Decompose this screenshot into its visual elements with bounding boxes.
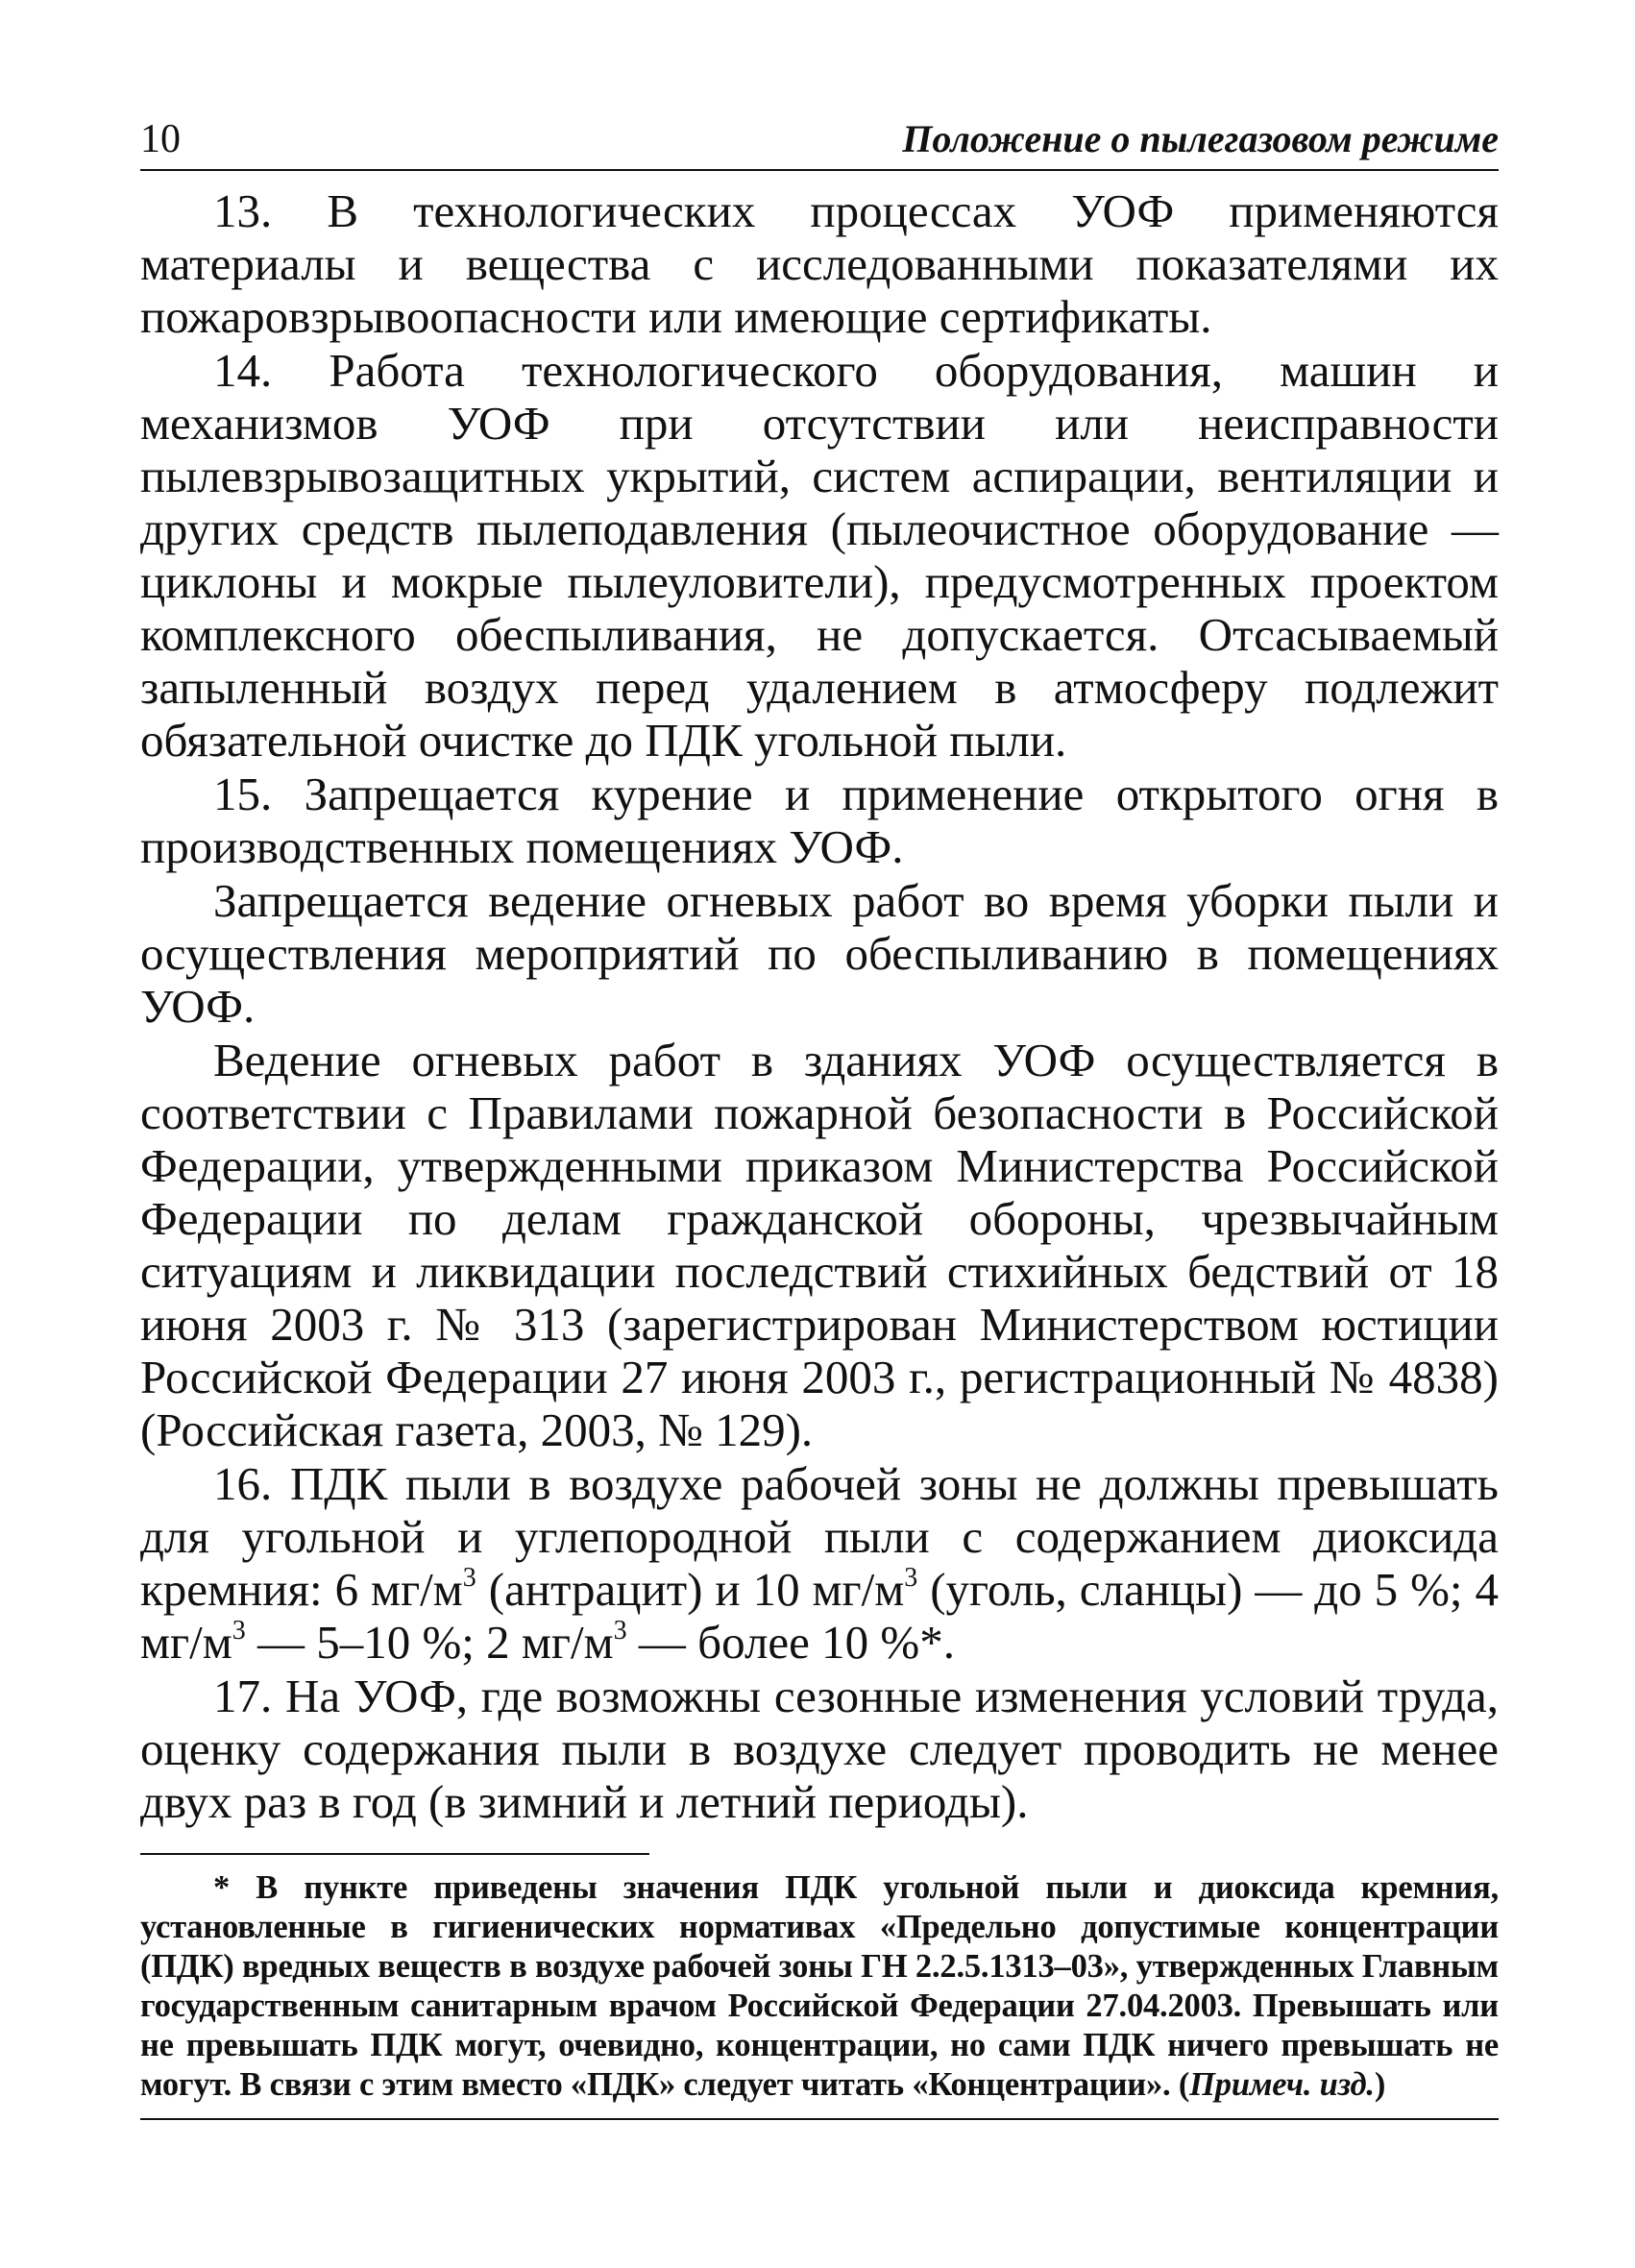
paragraph-15-regulations: Ведение огневых работ в зданиях УОФ осуществляется в соответствии с Правилами пожарной безопасности в Российской Федерации, утвержденными приказом Министерства Российской Федерации по делам гражданской обороны, чрезвычайным ситуациям и ликвидации последствий стихийных бедствий от 18 июня 2003 г. № 313 (зарегистрирован Министерством юстиции Российской Федерации 27 июня 2003 г., регистрационный № 4838) (Российская газета, 2003, № 129). bbox=[140, 1034, 1499, 1456]
superscript-3: 3 bbox=[904, 1563, 918, 1593]
footnote bbox=[140, 1868, 1499, 2105]
paragraph-15-fire-works: Запрещается ведение огневых работ во время уборки пыли и осуществления мероприятий по обеспыливанию в помещениях УОФ. bbox=[140, 874, 1499, 1033]
running-header bbox=[140, 115, 1499, 171]
p16-text-1: 16. ПДК пыли в воздухе рабочей зоны не должны превышать для угольной и углепородной пыли с содержанием диоксида кремния: 6 мг/м bbox=[140, 1457, 1499, 1616]
paragraph-14: 14. Работа технологического оборудования, машин и механизмов УОФ при отсутствии или неисправности пылевзрывозащитных укрытий, систем аспирации, вентиляции и других средств пылеподавления (пылеочистное оборудование — циклоны и мокрые пылеуловители), предусмотренных проектом комплексного обеспыливания, не допускается. Отсасываемый запыленный воздух перед удалением в атмосферу подлежит обязательной очистке до ПДК угольной пыли. bbox=[140, 344, 1499, 767]
paragraph-16 bbox=[140, 1457, 1499, 1669]
footnote-close-paren: ) bbox=[1374, 2066, 1386, 2103]
footnote-text: * В пункте приведены значения ПДК угольной пыли и диоксида кремния, установленные в гигиенических нормативах «Предельно допустимые концентрации (ПДК) вредных веществ в воздухе рабочей зоны ГН 2.2.5.1313–03», утвержденных Главным государственным санитарным врачом Российской Федерации 27.04.2003. Превышать или не превышать ПДК могут, очевидно, концентрации, но сами ПДК ничего превышать не могут. В связи с этим вместо «ПДК» следует читать «Концентрации». ( bbox=[140, 1869, 1499, 2103]
superscript-3: 3 bbox=[232, 1616, 246, 1646]
superscript-3: 3 bbox=[613, 1616, 627, 1646]
paragraph-17: 17. На УОФ, где возможны сезонные изменения условий труда, оценку содержания пыли в воздухе следует проводить не менее двух раз в год (в зимний и летний периоды). bbox=[140, 1670, 1499, 1828]
superscript-3: 3 bbox=[462, 1563, 476, 1593]
book-page bbox=[140, 115, 1499, 2120]
p16-text-4: — 5–10 %; 2 мг/м bbox=[245, 1616, 614, 1669]
paragraph-15: 15. Запрещается курение и применение открытого огня в производственных помещениях УОФ. bbox=[140, 768, 1499, 873]
footnote-divider bbox=[140, 1853, 649, 1855]
p16-text-5: — более 10 %*. bbox=[626, 1616, 955, 1669]
p16-text-2: (антрацит) и 10 мг/м bbox=[476, 1563, 905, 1616]
running-title: Положение о пылегазовом режиме bbox=[902, 117, 1499, 160]
page-number: 10 bbox=[140, 117, 181, 161]
publisher-note: Примеч. изд. bbox=[1189, 2066, 1375, 2103]
body-text bbox=[140, 184, 1499, 1828]
paragraph-13: 13. В технологических процессах УОФ применяются материалы и вещества с исследованными показателями их пожаровзрывоопасности или имеющие сертификаты. bbox=[140, 184, 1499, 343]
bottom-rule bbox=[140, 2118, 1499, 2120]
p16-text-3: (уголь, сланцы) — до 5 %; 4 мг/м bbox=[140, 1563, 1499, 1669]
